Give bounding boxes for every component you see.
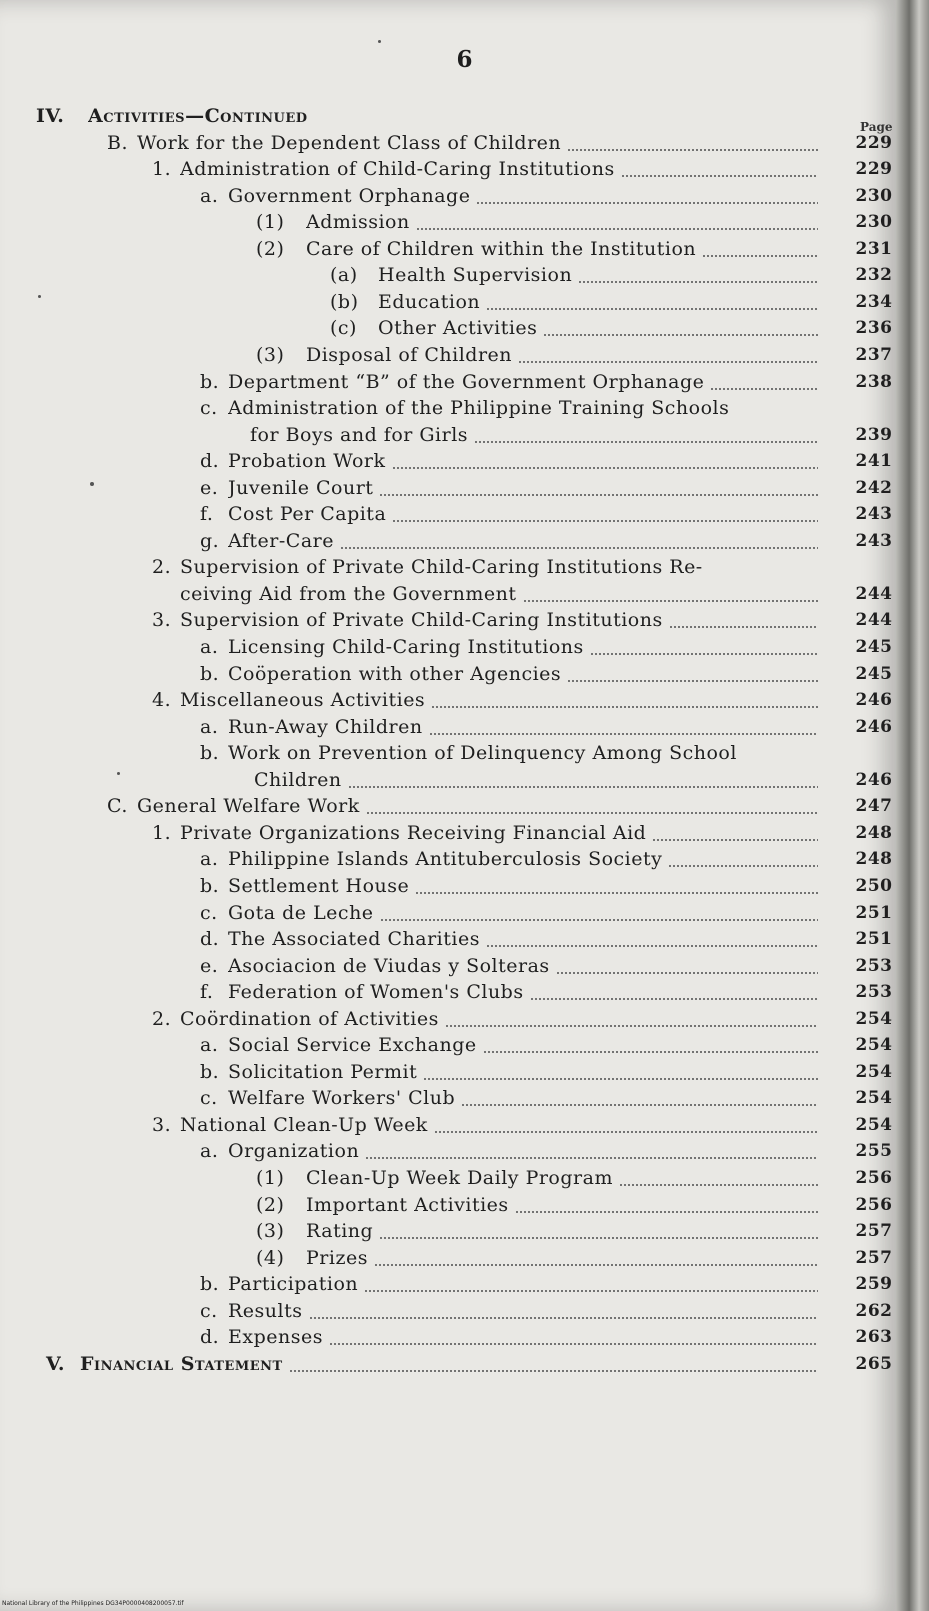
dot-leader [652, 839, 818, 841]
toc-entry-title: Run-Away Children [228, 715, 423, 738]
toc-entry-page: 242 [855, 477, 893, 498]
dot-leader [567, 680, 818, 682]
dot-leader [379, 1237, 818, 1239]
toc-entry [0, 448, 929, 475]
toc-entry-number: 3. [152, 1113, 172, 1136]
toc-entry-page: 229 [855, 132, 893, 153]
toc-entry-number: g. [200, 529, 220, 552]
toc-entry [0, 1006, 929, 1033]
toc-entry-number: (2) [256, 1193, 285, 1216]
toc-entry-page: 241 [855, 451, 893, 472]
toc-entry-number: b. [200, 1273, 220, 1296]
toc-entry [0, 714, 929, 741]
toc-entry [0, 953, 929, 980]
toc-entry [0, 1165, 929, 1192]
toc-entry-page: 254 [855, 1008, 893, 1029]
toc-entry-number: 4. [152, 689, 172, 712]
dot-leader [578, 281, 818, 283]
dot-leader [474, 441, 818, 443]
toc-entry-title: Administration of the Philippine Training Schools [228, 397, 730, 420]
toc-entry-title: for Boys and for Girls [250, 423, 469, 446]
toc-entry-number: 2. [152, 556, 172, 579]
toc-entry [0, 820, 929, 847]
toc-entry-title: After-Care [228, 529, 334, 552]
dot-leader [431, 706, 818, 708]
toc-entry-number: a. [200, 1034, 219, 1057]
toc-entry-number: c. [200, 1299, 218, 1322]
page-number: 6 [456, 46, 473, 73]
toc-entry-title: Gota de Leche [228, 901, 374, 924]
toc-entry [0, 793, 929, 820]
toc-entry-page: 248 [855, 822, 893, 843]
toc-entry-page: 237 [855, 344, 893, 365]
toc-entry-page: 254 [855, 1061, 893, 1082]
toc-entry-page: 257 [855, 1221, 893, 1242]
scan-speck [90, 482, 94, 486]
toc-entry-page: 238 [855, 371, 893, 392]
toc-entry-page: 246 [855, 690, 893, 711]
toc-entry-page: 246 [855, 769, 893, 790]
toc-entry [0, 926, 929, 953]
toc-entry-title: Participation [228, 1273, 359, 1296]
toc-entry [0, 209, 929, 236]
toc-entry-title: Work for the Dependent Class of Children [137, 131, 562, 154]
dot-leader [486, 308, 818, 310]
toc-entry-title: Supervision of Private Child-Caring Institutions Re- [180, 556, 703, 579]
toc-entry [0, 554, 929, 581]
toc-entry [0, 900, 929, 927]
toc-entry-number: (a) [330, 264, 358, 287]
dot-leader [340, 547, 818, 549]
toc-entry-page: 254 [855, 1035, 893, 1056]
toc-entry-title: Financial Statement [80, 1352, 283, 1375]
toc-entry [0, 581, 929, 608]
toc-entry-page: 230 [855, 212, 893, 233]
toc-entry-number: (c) [330, 317, 357, 340]
toc-entry [0, 156, 929, 183]
dot-leader [530, 998, 818, 1000]
toc-entry-number: c. [200, 1087, 218, 1110]
toc-entry-title: Important Activities [306, 1193, 509, 1216]
toc-entry-title: Department “B” of the Government Orphanage [228, 370, 705, 393]
toc-entry-number: b. [200, 742, 220, 765]
dot-leader [445, 1025, 818, 1027]
dot-leader [379, 494, 818, 496]
toc-entry-page: 262 [855, 1300, 893, 1321]
toc-entry [0, 183, 929, 210]
dot-leader [415, 892, 818, 894]
toc-entry-page: 239 [855, 424, 893, 445]
toc-entry-number: V. [46, 1352, 66, 1375]
toc-entry-number: a. [200, 636, 219, 658]
toc-entry-title: Clean-Up Week Daily Program [306, 1167, 613, 1189]
dot-leader [365, 1157, 818, 1159]
toc-entry [0, 342, 929, 369]
dot-leader [461, 1104, 818, 1106]
toc-entry [0, 395, 929, 422]
toc-entry [0, 315, 929, 342]
toc-entry-number: b. [200, 662, 220, 685]
toc-entry-page: 230 [855, 185, 893, 206]
toc-entry-title: Asociacion de Viudas y Solteras [228, 954, 550, 977]
toc-entry-number: a. [200, 715, 219, 738]
toc-entry-number: f. [200, 503, 214, 526]
dot-leader [309, 1317, 819, 1319]
toc-entry-number: b. [200, 1060, 220, 1083]
toc-entry [0, 236, 929, 263]
toc-entry [0, 501, 929, 528]
toc-entry [0, 767, 929, 794]
toc-entry-number: (3) [256, 1220, 285, 1243]
toc-entry-page: 245 [855, 663, 893, 684]
toc-entry-title: Government Orphanage [228, 184, 471, 207]
toc-entry-title: Other Activities [378, 317, 538, 340]
toc-entry-title: Solicitation Permit [228, 1060, 418, 1083]
toc-entry [0, 1245, 929, 1272]
toc-entry-title: Probation Work [228, 450, 386, 473]
toc-entry-page: 256 [855, 1194, 893, 1215]
toc-entry-page: 248 [855, 849, 893, 870]
toc-entry-title: Cost Per Capita [228, 503, 387, 526]
toc-entry-page: 253 [855, 982, 893, 1003]
toc-entry [0, 846, 929, 873]
toc-entry-number: e. [200, 954, 219, 977]
dot-leader [515, 1211, 818, 1213]
dot-leader [523, 600, 818, 602]
toc-entry-title: Federation of Women's Clubs [228, 981, 524, 1004]
toc-entry-page: 265 [855, 1353, 893, 1374]
dot-leader [621, 175, 818, 177]
toc-entry-title: Health Supervision [378, 264, 573, 287]
dot-leader [289, 1370, 818, 1372]
dot-leader [567, 149, 818, 151]
toc-entry [0, 1298, 929, 1325]
toc-entry-title: Social Service Exchange [228, 1034, 477, 1057]
toc-entry-number: (1) [256, 211, 285, 234]
toc-entry-page: 244 [855, 583, 893, 604]
toc-entry [0, 1351, 929, 1378]
toc-entry-title: Results [228, 1299, 303, 1322]
dot-leader [366, 812, 818, 814]
toc-entry-number: 1. [152, 158, 172, 181]
toc-entry-title: Prizes [306, 1246, 368, 1269]
dot-leader [329, 1343, 818, 1345]
toc-entry-title: The Associated Charities [228, 928, 480, 951]
toc-entry-title: National Clean-Up Week [180, 1113, 428, 1136]
dot-leader [590, 653, 818, 655]
dot-leader [476, 202, 818, 204]
toc-entry [0, 740, 929, 767]
dot-leader [434, 1131, 818, 1133]
toc-entry [0, 661, 929, 688]
toc-entry-page: 244 [855, 610, 893, 631]
toc-entry [0, 607, 929, 634]
scan-speck [38, 295, 41, 298]
toc-entry [0, 1192, 929, 1219]
toc-entry-title: Rating [306, 1220, 374, 1243]
toc-entry [0, 1271, 929, 1298]
toc-entry-title: Education [378, 290, 481, 313]
dot-leader [669, 626, 818, 628]
dot-leader [364, 1290, 818, 1292]
scan-footer: National Library of the Philippines DG34P0000408200057.tif [2, 1600, 184, 1607]
dot-leader [486, 945, 818, 947]
toc-entry-title: Work on Prevention of Delinquency Among School [228, 742, 737, 765]
toc-entry [0, 369, 929, 396]
toc-entry-number: 3. [152, 609, 172, 632]
toc-entry [0, 1059, 929, 1086]
toc-entry-number: d. [200, 450, 220, 473]
toc-entry-title: Activities—Continued [88, 105, 308, 127]
toc-entry-number: e. [200, 476, 219, 499]
toc-entry-number: (4) [256, 1246, 285, 1269]
toc-entry-number: (b) [330, 290, 359, 313]
toc-entry-title: Philippine Islands Antituberculosis Society [228, 848, 663, 871]
toc-entry [0, 687, 929, 714]
scan-speck [378, 40, 381, 43]
toc-entry-page: 231 [855, 238, 893, 259]
toc-entry-title: Licensing Child-Caring Institutions [228, 636, 584, 658]
toc-entry-title: Admission [306, 211, 410, 234]
toc-entry [0, 1138, 929, 1165]
toc-entry-title: Expenses [228, 1326, 323, 1349]
toc-entry-title: ceiving Aid from the Government [180, 582, 517, 605]
toc-entry-number: C. [107, 795, 128, 818]
toc-entry-title: Organization [228, 1140, 360, 1163]
toc-entry-number: b. [200, 874, 220, 897]
page-column-label: Page [860, 120, 893, 134]
toc-entry-number: c. [200, 901, 218, 924]
toc-entry [0, 422, 929, 449]
toc-entry [0, 634, 929, 661]
toc-entry-page: 263 [855, 1327, 893, 1348]
toc-entry-page: 234 [855, 291, 893, 312]
toc-entry [0, 475, 929, 502]
toc-entry-page: 245 [855, 637, 893, 657]
toc-entry-number: 2. [152, 1007, 172, 1030]
toc-entry [0, 979, 929, 1006]
toc-entry-page: 251 [855, 929, 893, 950]
toc-entry-page: 236 [855, 318, 893, 339]
toc-entry [0, 1112, 929, 1139]
toc-entry-number: b. [200, 370, 220, 393]
toc-entry-number: c. [200, 397, 218, 420]
toc-entry-page: 232 [855, 265, 893, 286]
toc-entry-page: 246 [855, 716, 893, 737]
toc-entry-page: 254 [855, 1088, 893, 1109]
toc-entry-number: f. [200, 981, 214, 1004]
toc-entry-title: Care of Children within the Institution [306, 237, 697, 260]
toc-entry [0, 130, 929, 157]
dot-leader [380, 919, 818, 921]
dot-leader [518, 361, 818, 363]
toc-entry-page: 255 [855, 1141, 893, 1162]
dot-leader [429, 733, 818, 735]
toc-entry-page: 247 [855, 796, 893, 817]
toc-entry-title: Coöperation with other Agencies [228, 662, 562, 685]
dot-leader [483, 1051, 818, 1053]
toc-entry-page: 254 [855, 1114, 893, 1135]
toc-entry-page: 256 [855, 1168, 893, 1188]
toc-entry-number: (1) [256, 1167, 285, 1189]
toc-entry-title: Juvenile Court [228, 476, 374, 499]
toc-entry-title: Private Organizations Receiving Financial Aid [180, 821, 647, 844]
dot-leader [416, 228, 818, 230]
dot-leader [374, 1264, 818, 1266]
toc-entry-title: Coördination of Activities [180, 1007, 439, 1030]
toc-entry-title: Welfare Workers' Club [228, 1087, 456, 1110]
toc-entry [0, 1324, 929, 1351]
toc-entry-number: a. [200, 1140, 219, 1163]
toc-entry-number: (3) [256, 343, 285, 366]
toc-entry-number: B. [107, 131, 129, 154]
toc-entry-page: 229 [855, 159, 893, 180]
scan-speck [117, 772, 120, 775]
toc-entry-page: 253 [855, 955, 893, 976]
dot-leader [543, 334, 818, 336]
toc-entry-page: 257 [855, 1247, 893, 1268]
toc-entry-number: 1. [152, 821, 172, 844]
dot-leader [710, 388, 818, 390]
toc-entry-title: Miscellaneous Activities [180, 689, 426, 712]
toc-entry [0, 528, 929, 555]
toc-entry [0, 103, 929, 130]
toc-entry-number: d. [200, 1326, 220, 1349]
toc-entry-number: d. [200, 928, 220, 951]
toc-entry-title: Disposal of Children [306, 343, 513, 366]
toc-entry [0, 873, 929, 900]
toc-entry-page: 259 [855, 1274, 893, 1295]
dot-leader [619, 1184, 818, 1186]
toc-entry-page: 243 [855, 504, 893, 525]
toc-entry-number: a. [200, 848, 219, 871]
toc-entry [0, 262, 929, 289]
toc-entry-title: Administration of Child-Caring Institutions [180, 158, 615, 181]
toc-entry-title: Settlement House [228, 874, 410, 897]
toc-entry-page: 243 [855, 530, 893, 551]
toc-entry [0, 1218, 929, 1245]
dot-leader [556, 972, 818, 974]
dot-leader [423, 1078, 818, 1080]
toc-entry-page: 250 [855, 875, 893, 896]
dot-leader [668, 865, 818, 867]
toc-entry-number: a. [200, 184, 219, 207]
toc-entry-number: (2) [256, 237, 285, 260]
toc-entry [0, 289, 929, 316]
dot-leader [392, 467, 819, 469]
toc-entry-number: IV. [36, 105, 65, 127]
toc-entry [0, 1085, 929, 1112]
dot-leader [702, 255, 818, 257]
dot-leader [392, 520, 818, 522]
toc-entry [0, 1032, 929, 1059]
toc-entry-title: General Welfare Work [137, 795, 360, 818]
toc-entry-title: Children [254, 768, 342, 791]
dot-leader [348, 786, 818, 788]
toc-entry-title: Supervision of Private Child-Caring Institutions [180, 609, 663, 632]
toc-entry-page: 251 [855, 902, 893, 923]
